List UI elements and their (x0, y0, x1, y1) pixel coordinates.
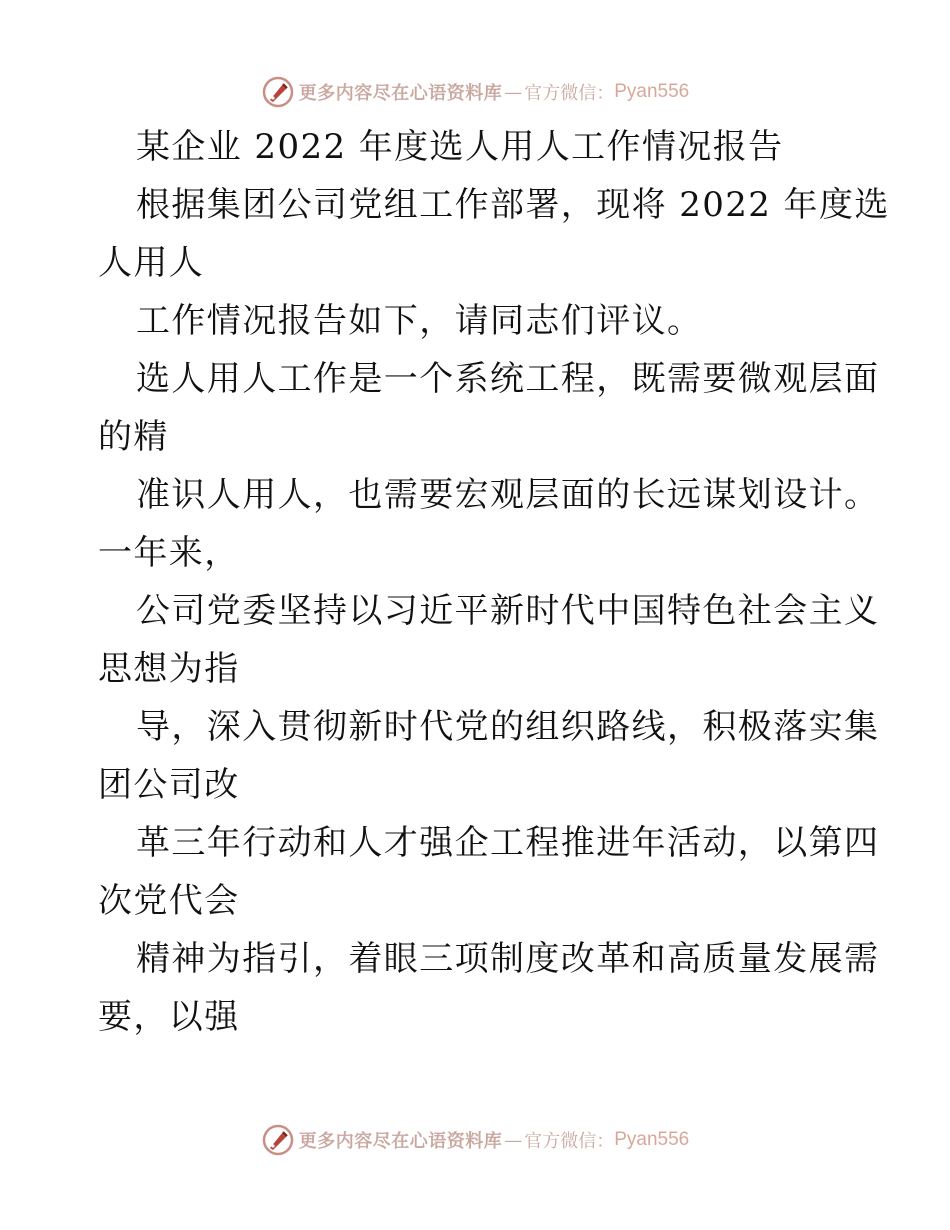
watermark-separator: — (504, 1129, 523, 1151)
watermark-wechat-label: 官方微信： (524, 83, 615, 104)
watermark-brand: 更多内容尽在心语资料库 (298, 83, 503, 104)
pen-nib-logo-icon (261, 1123, 295, 1157)
paragraph-line: 精神为指引，着眼三项制度改革和高质量发展需 (136, 939, 880, 979)
paragraph-line: 准识人用人，也需要宏观层面的长远谋划设计。 (136, 475, 880, 515)
paragraph-line: 团公司改 (98, 765, 240, 805)
watermark-wechat-id: Pyan556 (614, 81, 690, 102)
paragraph-line: 选人用人工作是一个系统工程，既需要微观层面 (136, 359, 880, 399)
paragraph-line: 工作情况报告如下，请同志们评议。 (136, 301, 703, 341)
paragraph-line: 革三年行动和人才强企工程推进年活动，以第四 (136, 823, 880, 863)
paragraph-line: 公司党委坚持以习近平新时代中国特色社会主义 (136, 591, 880, 631)
document-body (98, 118, 890, 1046)
paragraph-line: 次党代会 (98, 881, 240, 921)
paragraph-line: 要，以强 (98, 997, 240, 1037)
header-watermark (0, 72, 950, 112)
paragraph-line: 的精 (98, 417, 169, 457)
paragraph-line: 思想为指 (98, 649, 240, 689)
watermark-separator: — (504, 81, 523, 103)
paragraph-line: 导，深入贯彻新时代党的组织路线，积极落实集 (136, 707, 880, 747)
watermark-wechat-label: 官方微信： (524, 1131, 615, 1152)
footer-watermark (0, 1120, 950, 1160)
paragraph-line: 一年来， (98, 533, 240, 573)
watermark-brand: 更多内容尽在心语资料库 (298, 1131, 503, 1152)
paragraph-line: 人用人 (98, 243, 205, 283)
paragraph-line: 根据集团公司党组工作部署，现将 2022 年度选 (136, 185, 890, 225)
watermark-wechat-id: Pyan556 (614, 1129, 690, 1150)
document-title: 某企业 2022 年度选人用人工作情况报告 (136, 127, 784, 167)
pen-nib-logo-icon (261, 75, 295, 109)
